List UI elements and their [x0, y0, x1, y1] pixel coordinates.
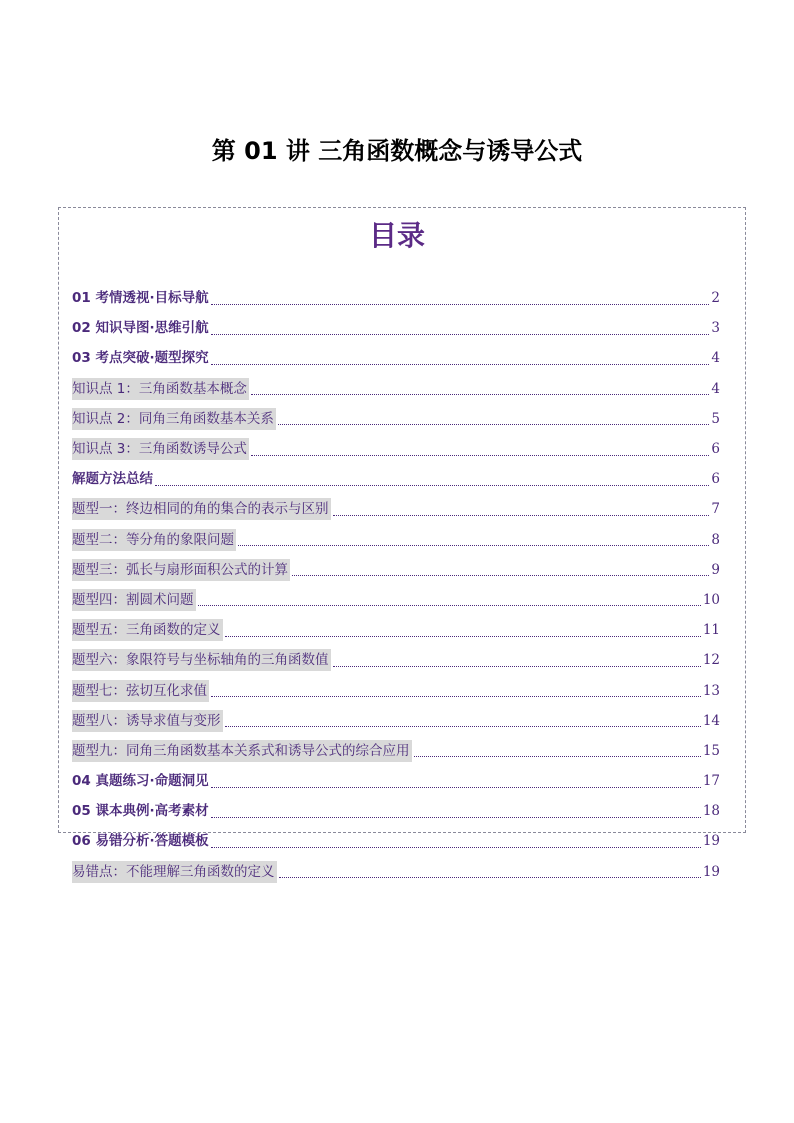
toc-entry-page: 19	[702, 863, 720, 880]
toc-entry-label: 易错点：不能理解三角函数的定义	[72, 861, 277, 883]
toc-entry-page: 6	[711, 471, 720, 488]
toc-entry-page: 12	[702, 652, 720, 669]
toc-list	[72, 283, 720, 887]
toc-leader-dots	[278, 424, 710, 425]
toc-entry-label: 题型五：三角函数的定义	[72, 619, 223, 641]
toc-entry-page: 13	[702, 682, 720, 699]
toc-entry-label: 题型九：同角三角函数基本关系式和诱导公式的综合应用	[72, 740, 412, 762]
toc-entry[interactable]	[72, 736, 720, 766]
toc-entry[interactable]	[72, 374, 720, 404]
toc-entry-label: 题型六：象限符号与坐标轴角的三角函数值	[72, 649, 331, 671]
toc-leader-dots	[211, 847, 701, 848]
toc-leader-dots	[251, 455, 710, 456]
toc-entry[interactable]	[72, 525, 720, 555]
toc-leader-dots	[251, 394, 710, 395]
toc-leader-dots	[238, 545, 709, 546]
toc-entry-label: 05 课本典例·高考素材	[72, 803, 209, 820]
toc-entry-label: 题型一：终边相同的角的集合的表示与区别	[72, 498, 331, 520]
toc-entry[interactable]	[72, 766, 720, 796]
toc-leader-dots	[211, 334, 710, 335]
toc-entry-label: 题型四：割圆术问题	[72, 589, 196, 611]
toc-entry-label: 知识点 2：同角三角函数基本关系	[72, 408, 276, 430]
toc-entry[interactable]	[72, 434, 720, 464]
toc-entry[interactable]	[72, 343, 720, 373]
toc-entry[interactable]	[72, 494, 720, 524]
toc-entry[interactable]	[72, 857, 720, 887]
toc-entry[interactable]	[72, 645, 720, 675]
toc-entry[interactable]	[72, 464, 720, 494]
toc-leader-dots	[211, 817, 701, 818]
toc-heading: 目录	[368, 219, 425, 252]
toc-leader-dots	[155, 485, 709, 486]
toc-entry-label: 04 真题练习·命题洞见	[72, 773, 209, 790]
toc-entry-page: 10	[702, 591, 720, 608]
toc-entry-label: 题型三：弧长与扇形面积公式的计算	[72, 559, 290, 581]
toc-leader-dots	[198, 605, 701, 606]
toc-leader-dots	[211, 787, 701, 788]
toc-entry[interactable]	[72, 796, 720, 826]
toc-entry[interactable]	[72, 313, 720, 343]
toc-entry[interactable]	[72, 585, 720, 615]
toc-leader-dots	[414, 756, 701, 757]
toc-entry-label: 02 知识导图·思维引航	[72, 320, 209, 337]
toc-leader-dots	[279, 877, 701, 878]
toc-entry-page: 9	[711, 561, 720, 578]
toc-entry-label: 解题方法总结	[72, 471, 153, 488]
toc-entry-page: 6	[711, 441, 720, 458]
toc-entry-page: 4	[711, 380, 720, 397]
toc-entry[interactable]	[72, 706, 720, 736]
toc-leader-dots	[333, 666, 701, 667]
toc-entry[interactable]	[72, 404, 720, 434]
toc-leader-dots	[211, 696, 701, 697]
toc-entry-page: 11	[702, 622, 720, 639]
toc-entry-label: 06 易错分析·答题模板	[72, 833, 209, 850]
toc-entry-page: 5	[711, 410, 720, 427]
toc-leader-dots	[211, 364, 710, 365]
toc-entry-label: 题型八：诱导求值与变形	[72, 710, 223, 732]
toc-entry-page: 7	[711, 501, 720, 518]
toc-entry[interactable]	[72, 826, 720, 856]
toc-leader-dots	[292, 575, 709, 576]
toc-entry-page: 8	[711, 531, 720, 548]
toc-entry-page: 2	[711, 290, 720, 307]
toc-leader-dots	[225, 726, 701, 727]
toc-entry-page: 18	[702, 803, 720, 820]
toc-leader-dots	[211, 304, 710, 305]
toc-entry[interactable]	[72, 555, 720, 585]
document-title: 第 01 讲 三角函数概念与诱导公式	[211, 137, 583, 165]
toc-entry-page: 14	[702, 712, 720, 729]
toc-entry-label: 题型二：等分角的象限问题	[72, 529, 236, 551]
toc-entry-page: 17	[702, 773, 720, 790]
toc-entry[interactable]	[72, 615, 720, 645]
toc-entry-label: 题型七：弦切互化求值	[72, 680, 209, 702]
toc-entry[interactable]	[72, 675, 720, 705]
toc-entry-label: 01 考情透视·目标导航	[72, 290, 209, 307]
toc-leader-dots	[333, 515, 710, 516]
toc-entry-page: 3	[711, 320, 720, 337]
toc-entry-page: 19	[702, 833, 720, 850]
toc-entry-label: 03 考点突破·题型探究	[72, 350, 209, 367]
toc-entry-page: 15	[702, 742, 720, 759]
toc-leader-dots	[225, 636, 701, 637]
toc-entry-page: 4	[711, 350, 720, 367]
toc-entry[interactable]	[72, 283, 720, 313]
toc-entry-label: 知识点 1：三角函数基本概念	[72, 378, 249, 400]
toc-entry-label: 知识点 3：三角函数诱导公式	[72, 438, 249, 460]
